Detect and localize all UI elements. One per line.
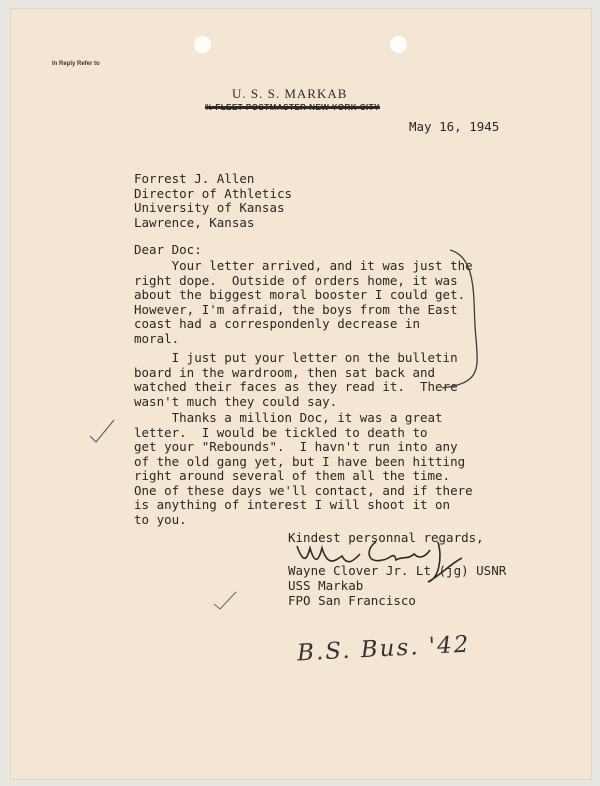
check-mark-icon [90,420,114,442]
letter-page [10,8,592,780]
body-paragraph-1: Your letter arrived, and it was just the right dope. Outside of orders home, it was about the biggest moral booster I could get. However, I'm afraid, the boys from the East coast had a correspondenly decrease in moral. [134,258,473,346]
body-paragraph-3: Thanks a million Doc, it was a great letter. I would be tickled to death to get your "Rebounds". I havn't run into any of the old gang yet, but I have been hitting right around several of them all the time. One of these days we'll contact, and if there is anything of interest I will shoot it on to you. [134,410,473,527]
body-paragraph-2: I just put your letter on the bulletin board in the wardroom, then sat back and watched their faces as they read it. There wasn't much they could say. [134,350,458,409]
handwritten-note: B.S. Bus. '42 [296,631,472,667]
signer-ship: USS Markab [288,578,364,593]
letterhead-ship-name: U. S. S. MARKAB [232,86,348,101]
recipient-institution: University of Kansas [134,200,285,215]
punch-hole-left [194,36,211,53]
reply-refer-label: In Reply Refer to [52,61,100,67]
closing-line: Kindest personnal regards, [288,530,484,545]
recipient-address [134,172,292,230]
punch-hole-right [390,36,407,53]
salutation: Dear Doc: [134,242,202,257]
letter-date: May 16, 1945 [409,119,500,134]
signer-address: FPO San Francisco [288,593,416,608]
recipient-city: Lawrence, Kansas [134,214,255,230]
signature-block [288,563,506,608]
check-mark-icon [214,592,236,609]
signer-name: Wayne Clover Jr. Lt (jg) USNR [288,563,507,578]
recipient-name: Forrest J. Allen [134,171,255,186]
recipient-title: Director of Athletics [134,185,293,201]
struck-out-address: % FLEET POSTMASTER NEW YORK CITY [205,103,380,112]
